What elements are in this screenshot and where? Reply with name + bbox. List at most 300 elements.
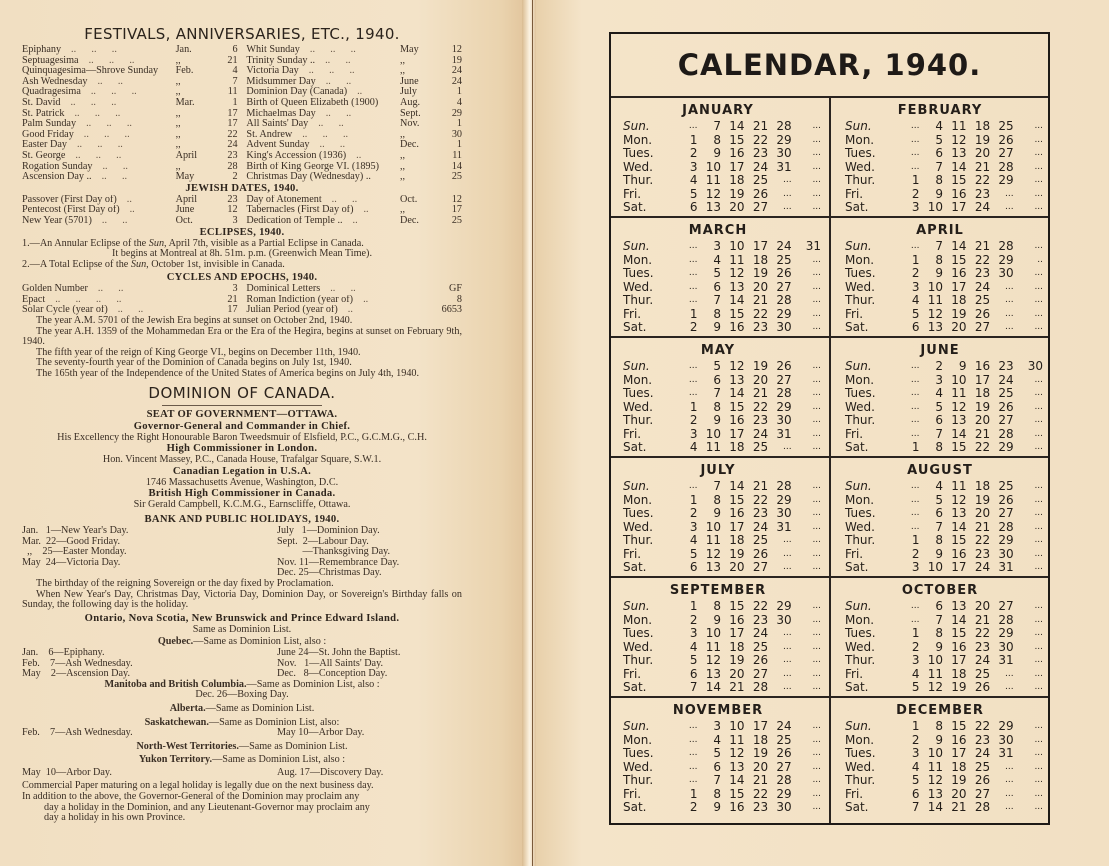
entry-label: Dedication of Temple ..	[246, 215, 343, 226]
month-june	[837, 340, 1043, 456]
day-name: Sun.	[623, 479, 650, 493]
date-cell: 28	[776, 773, 792, 787]
date-cell: 28	[776, 119, 792, 133]
date-cell: ...	[688, 121, 698, 131]
week-row	[615, 401, 821, 415]
date-cell: 23	[974, 266, 991, 280]
date-cell: ...	[688, 721, 698, 731]
dominion-title: DOMINION OF CANADA.	[148, 383, 336, 402]
date-cell: 20	[752, 372, 769, 387]
divider	[162, 405, 322, 406]
date-cell: 21	[974, 159, 991, 174]
date-cell: 22	[752, 399, 769, 414]
date-cell: 4	[713, 732, 722, 747]
entry-label: Solar Cycle (year of)	[22, 305, 108, 316]
date-cell: 11	[705, 173, 722, 187]
entry-label: St. George	[22, 150, 66, 161]
week-row	[837, 747, 1043, 761]
entry-month: Dec.	[400, 214, 419, 226]
british-hc-text: Sir Gerald Campbell, K.C.M.G., Earnscliffe, Ottawa.	[133, 499, 351, 511]
day-name: Thur.	[623, 293, 654, 307]
day-name: Fri.	[623, 546, 642, 561]
date-cell: 4	[935, 479, 944, 493]
saskatchewan-left: Feb. 7—Ash Wednesday.	[22, 727, 133, 739]
table-row	[246, 295, 462, 306]
date-cell: 16	[729, 413, 745, 427]
jewish-dates-title: JEWISH DATES, 1940.	[185, 182, 299, 194]
entry-label: Birth of King George VI. (1895)	[246, 161, 380, 172]
date-cell: 5	[713, 746, 722, 760]
date-cell: 27	[998, 599, 1014, 613]
date-cell: 29	[998, 440, 1014, 454]
date-cell: ...	[783, 668, 792, 679]
table-row	[246, 56, 462, 67]
date-cell: 24	[974, 746, 991, 760]
entry-date	[400, 98, 462, 109]
month-name: FEBRUARY	[897, 103, 983, 118]
date-cell: 25	[752, 533, 769, 547]
date-cell: 14	[729, 773, 745, 787]
entry-name	[246, 195, 400, 206]
date-cell: 12	[729, 266, 745, 280]
day-name: Thur.	[623, 413, 654, 427]
date-cell: ...	[1034, 788, 1044, 799]
date-cell: 13	[729, 372, 745, 387]
bank-note-1: The birthday of the reigning Sovereign or the day fixed by Proclamation.	[36, 577, 334, 589]
month-february	[837, 100, 1043, 216]
date-cell: ...	[812, 641, 822, 652]
holiday-row	[22, 558, 462, 569]
ontario-title: Ontario, Nova Scotia, New Brunswick and Prince Edward Island.	[84, 612, 400, 624]
entry-value: 8	[456, 293, 462, 305]
date-cell: 22	[752, 599, 769, 613]
date-cell: 23	[974, 639, 991, 654]
date-cell: 22	[974, 173, 991, 187]
date-cell: ...	[910, 361, 920, 371]
date-cell: ...	[812, 521, 822, 532]
date-cell: 4	[911, 759, 920, 774]
date-cell: 24	[776, 719, 792, 733]
entry-name	[246, 45, 400, 56]
date-cell: ...	[812, 481, 822, 491]
date-cell: ...	[688, 481, 698, 491]
date-cell: 1	[911, 252, 920, 267]
date-cell: 10	[729, 239, 745, 253]
date-cell: 19	[752, 746, 769, 760]
entry-label: Roman Indiction (year of)	[246, 294, 354, 305]
date-cell: 1	[911, 440, 920, 454]
date-cell: ...	[1005, 281, 1014, 292]
date-cell: 9	[958, 359, 967, 373]
day-name: Tues.	[623, 386, 654, 400]
date-cell: 27	[998, 506, 1014, 520]
date-cell: 26	[752, 653, 769, 667]
date-cell: 16	[974, 359, 991, 373]
governor-general-title: Governor-General and Commander in Chief.	[133, 420, 351, 432]
entry-day: 25	[451, 214, 462, 226]
date-cell: 17	[729, 626, 745, 640]
entry-value: 3	[232, 283, 238, 295]
date-cell: 5	[935, 399, 944, 414]
date-cell: 3	[911, 653, 920, 667]
table-row	[22, 195, 238, 206]
quebec-tail: —Same as Dominion List, also :	[193, 636, 327, 648]
date-cell: 24	[752, 159, 769, 174]
day-name: Fri.	[845, 786, 864, 801]
date-cell: 13	[705, 666, 722, 681]
date-cell: ...	[1005, 775, 1014, 785]
week-row	[837, 600, 1043, 614]
date-cell: 13	[705, 200, 722, 214]
date-cell: 20	[729, 200, 745, 214]
date-cell: 20	[729, 560, 745, 574]
date-cell: 7	[689, 680, 698, 694]
table-row	[22, 205, 238, 216]
date-cell: ...	[688, 268, 698, 278]
month-name: MARCH	[688, 223, 748, 238]
month-name: JANUARY	[682, 103, 754, 118]
entry-label: Dominical Letters	[246, 284, 321, 295]
day-name: Sun.	[845, 239, 872, 253]
alberta-tail: —Same as Dominion List.	[205, 702, 315, 714]
entry-month: Feb.	[175, 65, 194, 77]
day-name: Sun.	[845, 479, 872, 493]
date-cell: ...	[1034, 134, 1044, 145]
date-cell: 19	[951, 773, 967, 787]
date-cell: 11	[705, 533, 722, 547]
date-cell: ...	[783, 548, 792, 559]
commercial-3: day a holiday in the Dominion, and any Lieutenant-Governor may proclaim any	[44, 801, 370, 813]
day-name: Fri.	[623, 426, 642, 441]
date-cell: 16	[951, 546, 967, 561]
date-cell: 19	[729, 546, 745, 561]
date-cell: 1	[689, 132, 698, 147]
date-cell: 27	[776, 372, 792, 387]
date-cell: 3	[935, 372, 944, 387]
date-cell: 12	[951, 132, 967, 147]
table-row	[246, 151, 462, 162]
date-cell: ...	[688, 761, 698, 772]
entry-name	[22, 98, 176, 109]
date-cell: 19	[752, 266, 769, 280]
week-row	[615, 281, 821, 295]
calendar-row-divider	[611, 696, 1048, 698]
date-cell: 17	[951, 200, 967, 214]
week-row	[615, 201, 821, 215]
date-cell: 2	[689, 413, 698, 427]
entry-date	[176, 66, 238, 77]
entry-day: 12	[451, 193, 462, 205]
week-row	[837, 480, 1043, 494]
leader-dots: .. .. ..	[86, 119, 132, 130]
day-name: Fri.	[845, 186, 864, 201]
week-row	[837, 801, 1043, 815]
date-cell: 8	[713, 306, 722, 321]
eclipse-2-text-b: , October 1st, invisible in Canada.	[146, 258, 285, 270]
date-cell: 2	[689, 320, 698, 334]
day-name: Thur.	[623, 173, 654, 187]
date-cell: ...	[910, 388, 920, 398]
date-cell: 17	[951, 746, 967, 760]
entry-label: Rogation Sunday	[22, 161, 93, 172]
entry-day: 1	[232, 96, 238, 108]
date-cell: 26	[998, 399, 1014, 414]
day-name: Mon.	[845, 132, 875, 147]
day-name: Fri.	[623, 786, 642, 801]
date-cell: 18	[752, 252, 769, 267]
week-row	[837, 494, 1043, 508]
date-cell: 26	[974, 680, 991, 694]
date-cell: 6	[713, 279, 722, 294]
day-name: Wed.	[623, 279, 653, 294]
leader-dots: .. .. ..	[88, 55, 135, 66]
day-name: Sat.	[845, 440, 869, 454]
date-cell: ...	[1034, 655, 1044, 665]
date-cell: ...	[1034, 734, 1044, 745]
entry-day: 30	[451, 128, 462, 140]
date-cell: 2	[689, 800, 698, 814]
day-name: Thur.	[623, 773, 654, 787]
entry-label: St. Andrew	[246, 129, 293, 140]
entry-day: 24	[227, 139, 238, 151]
date-cell: 28	[998, 612, 1014, 627]
date-cell: ...	[812, 734, 822, 745]
date-cell: ...	[1034, 295, 1044, 305]
day-name: Mon.	[623, 132, 653, 147]
eclipse-1-text-b: , April 7th, visible as a Partial Eclipse in Canada.	[164, 237, 364, 249]
high-commissioner-text: Hon. Vincent Massey, P.C., Canada House, Trafalgar Square, S.W.1.	[102, 454, 382, 466]
date-cell: ...	[1034, 388, 1044, 398]
entry-day: 24	[451, 65, 462, 77]
date-cell: 10	[705, 426, 722, 441]
date-cell: ...	[1005, 682, 1014, 692]
entry-label: Ash Wednesday	[22, 76, 88, 87]
date-cell: 12	[951, 399, 967, 414]
entry-name	[22, 56, 176, 67]
week-row	[837, 134, 1043, 148]
leader-dots: .. ..	[101, 172, 128, 183]
table-row	[246, 45, 462, 56]
date-cell: 27	[974, 786, 991, 801]
date-cell: 14	[729, 119, 745, 133]
day-name: Sun.	[623, 719, 650, 733]
week-row	[615, 161, 821, 175]
date-cell: 26	[776, 359, 792, 373]
festivals-title: FESTIVALS, ANNIVERSARIES, ETC., 1940.	[84, 25, 400, 43]
quebec-title: Quebec.	[157, 636, 194, 648]
date-cell: 13	[729, 279, 745, 294]
date-cell: 6	[935, 146, 944, 160]
week-row	[615, 147, 821, 161]
entry-day: 23	[227, 149, 238, 161]
date-cell: 29	[998, 719, 1014, 733]
week-row	[615, 134, 821, 148]
entry-name	[246, 87, 400, 98]
date-cell: 7	[713, 293, 722, 307]
entry-month: June	[400, 75, 419, 87]
week-row	[837, 174, 1043, 188]
month-november	[615, 700, 821, 816]
date-cell: 29	[998, 533, 1014, 547]
table-row	[22, 172, 238, 183]
date-cell: 30	[776, 800, 792, 814]
date-cell: ...	[688, 734, 698, 745]
day-name: Wed.	[623, 639, 653, 654]
calendar-column-divider	[829, 96, 831, 823]
jewish-dates-table	[22, 195, 462, 227]
date-cell: 8	[935, 440, 944, 454]
date-cell: 11	[927, 293, 944, 307]
date-cell: 2	[689, 146, 698, 160]
date-cell: 22	[974, 626, 991, 640]
week-row	[837, 387, 1043, 401]
table-row	[22, 162, 238, 173]
date-cell: 28	[776, 479, 792, 493]
entry-month: ,,	[400, 149, 406, 161]
date-cell: 21	[951, 800, 967, 814]
day-name: Sat.	[623, 800, 647, 814]
date-cell: 1	[689, 399, 698, 414]
date-cell: ...	[812, 134, 822, 145]
date-cell: 7	[713, 773, 722, 787]
date-cell: 1	[911, 626, 920, 640]
entry-value: GF	[448, 283, 462, 295]
week-row	[837, 614, 1043, 628]
day-name: Mon.	[623, 372, 653, 387]
week-row	[615, 240, 821, 254]
date-cell: ...	[1034, 442, 1044, 452]
table-row	[22, 295, 238, 306]
date-cell: 6	[935, 413, 944, 427]
date-cell: ...	[812, 148, 822, 158]
week-row	[615, 267, 821, 281]
date-cell: 22	[974, 440, 991, 454]
entry-name	[246, 162, 400, 173]
jewish-left-column	[22, 195, 238, 227]
table-row	[22, 56, 238, 67]
day-name: Wed.	[845, 279, 875, 294]
epoch-line: The seventy-fourth year of the Dominion of Canada begins on July 1st, 1940.	[36, 357, 352, 369]
date-cell: ...	[812, 254, 822, 265]
date-cell: 15	[729, 786, 745, 801]
entry-label: Good Friday	[22, 129, 74, 140]
leader-dots: .. .. ..	[70, 97, 117, 108]
table-row	[246, 284, 462, 295]
date-cell: ...	[688, 388, 698, 398]
entry-name	[246, 98, 400, 109]
date-cell: ...	[910, 521, 920, 532]
entry-name	[246, 119, 400, 130]
cycles-table	[22, 284, 462, 316]
eclipse-1-detail: It begins at Montreal at 8h. 51m. p.m. (Greenwich Mean Time).	[111, 248, 372, 260]
date-cell: 10	[927, 746, 944, 760]
date-cell: 12	[729, 746, 745, 760]
festivals-right-column	[246, 45, 462, 183]
leader-dots: .. ..	[97, 284, 124, 295]
date-cell: 9	[713, 612, 722, 627]
holiday-left: May 2—Ascension Day.	[22, 668, 130, 680]
week-row	[615, 681, 821, 695]
date-cell: 20	[752, 759, 769, 774]
date-cell: ...	[1034, 508, 1044, 518]
day-name: Sat.	[623, 680, 647, 694]
leader-dots: ..	[363, 294, 369, 305]
date-cell: 16	[951, 732, 967, 747]
date-cell: 3	[689, 519, 698, 534]
entry-name	[22, 216, 176, 227]
entry-name	[246, 140, 400, 151]
date-cell: 4	[911, 293, 920, 307]
entry-day: 28	[227, 160, 238, 172]
day-name: Sat.	[623, 320, 647, 334]
leader-dots: .. .. ..	[302, 129, 349, 140]
holiday-right: Sept. 2—Labour Day.	[277, 535, 369, 547]
date-cell: 22	[752, 306, 769, 321]
date-cell: 15	[729, 399, 745, 414]
week-row	[615, 174, 821, 188]
leader-dots: .. .. .. ..	[55, 294, 122, 305]
day-name: Mon.	[845, 492, 875, 507]
date-cell: ...	[1034, 175, 1044, 185]
entry-value: 21	[227, 293, 238, 305]
date-cell: 11	[927, 666, 944, 681]
date-cell: 14	[951, 612, 967, 627]
date-cell: 24	[776, 239, 792, 253]
entry-date	[176, 216, 238, 227]
entry-month: ,,	[175, 139, 181, 151]
date-cell: 29	[776, 399, 792, 414]
entry-label: Trinity Sunday ..	[246, 55, 316, 66]
entry-label: Michaelmas Day	[246, 108, 316, 119]
date-cell: 23	[752, 506, 769, 520]
date-cell: 21	[974, 519, 991, 534]
date-cell: ...	[1005, 788, 1014, 799]
leader-dots: .. ..	[325, 76, 352, 87]
entry-month: May	[175, 171, 195, 183]
entry-name	[22, 151, 176, 162]
table-row	[22, 109, 238, 120]
entry-month: ,,	[400, 160, 406, 172]
date-cell: 14	[729, 293, 745, 307]
entry-name	[246, 151, 400, 162]
date-cell: ...	[688, 241, 698, 251]
week-row	[615, 734, 821, 748]
date-cell: 25	[974, 666, 991, 681]
month-name: SEPTEMBER	[669, 583, 767, 598]
date-cell: ...	[910, 161, 920, 172]
date-cell: ...	[783, 655, 792, 665]
date-cell: 30	[776, 146, 792, 160]
date-cell: 9	[935, 546, 944, 561]
week-row	[837, 240, 1043, 254]
day-name: Fri.	[845, 666, 864, 681]
date-cell: ...	[688, 374, 698, 385]
date-cell: 29	[998, 173, 1014, 187]
day-name: Wed.	[845, 639, 875, 654]
day-name: Sat.	[845, 680, 869, 694]
week-row	[837, 428, 1043, 442]
month-name: MAY	[700, 343, 736, 358]
day-name: Tues.	[623, 506, 654, 520]
date-cell: 5	[713, 359, 722, 373]
week-row	[615, 414, 821, 428]
date-cell: 13	[951, 413, 967, 427]
date-cell: ...	[783, 442, 792, 452]
week-row	[615, 521, 821, 535]
date-cell: 5	[689, 546, 698, 561]
date-cell: 23	[752, 612, 769, 627]
day-name: Mon.	[845, 372, 875, 387]
